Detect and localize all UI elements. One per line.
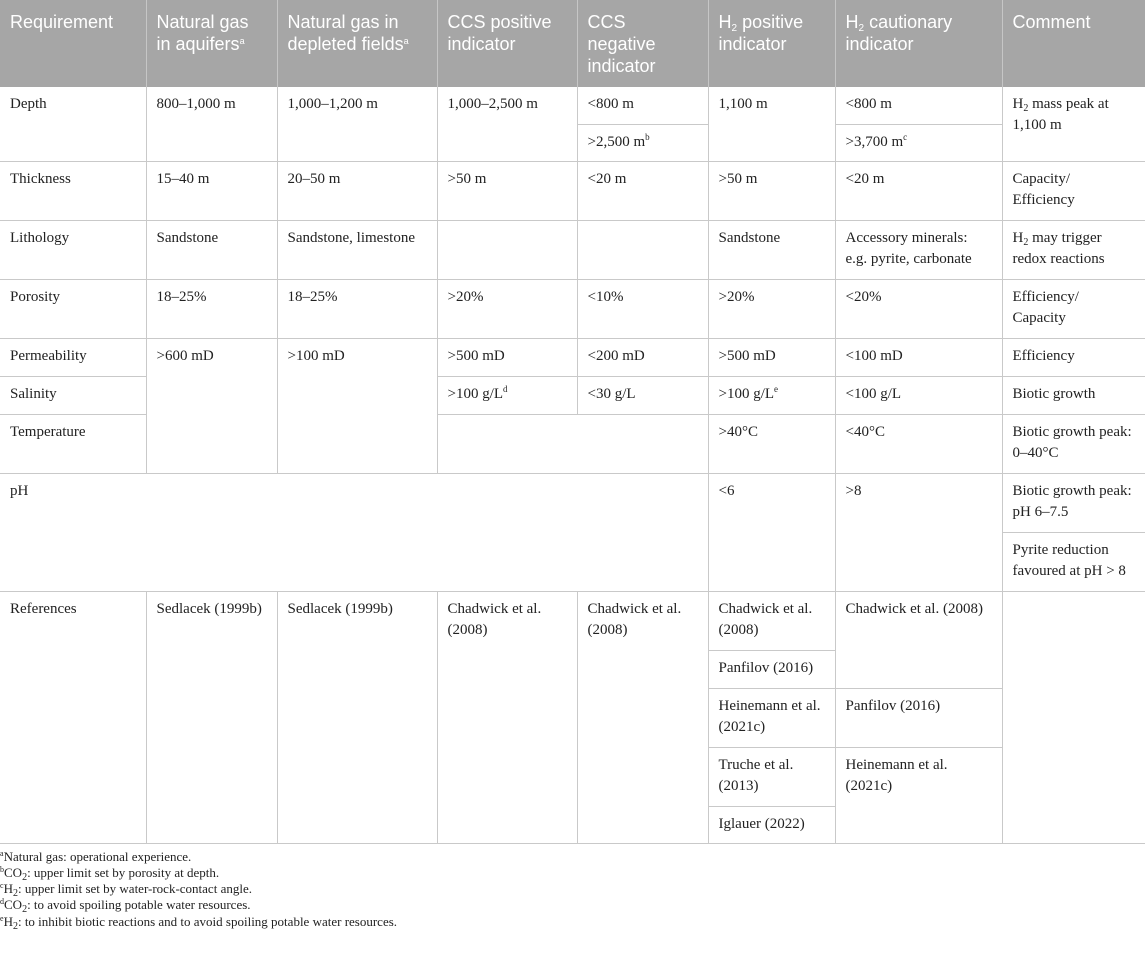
temperature-label: Temperature: [0, 414, 146, 473]
permeability-comment: Efficiency: [1002, 338, 1145, 376]
references-h2-cautionary-2: Panfilov (2016): [835, 688, 1002, 747]
lithology-comment: $H_2$ may trigger redox reactions: [1002, 220, 1145, 279]
table-row-thickness: [0, 161, 1145, 220]
depth-comment: $H_2$ mass peak at 1,100 m: [1002, 87, 1145, 161]
references-h2-positive-1: Chadwick et al. (2008): [708, 591, 835, 650]
footnote-e: $^eH_2$: to inhibit biotic reactions and to avoid spoiling potable water resources.: [0, 913, 398, 932]
table-row-porosity: [0, 279, 1145, 338]
ph-comment-2: Pyrite reduction favoured at pH > 8: [1002, 532, 1145, 591]
table-row-references: [0, 591, 1145, 650]
thickness-ccs-positive: >50 m: [437, 161, 577, 220]
salinity-h2-positive: >100 g/Le: [708, 376, 835, 414]
permeability-h2-cautionary: <100 mD: [835, 338, 1002, 376]
depth-label: Depth: [0, 87, 146, 161]
lithology-label: Lithology: [0, 220, 146, 279]
thickness-label: Thickness: [0, 161, 146, 220]
header-ng-depleted: Natural gas in depleted fields$^a$: [277, 0, 437, 87]
permeability-label: Permeability: [0, 338, 146, 376]
salinity-ccs-negative: <30 g/L: [577, 376, 708, 414]
references-ng-depleted: Sedlacek (1999b): [277, 591, 437, 843]
references-ng-aquifers: Sedlacek (1999b): [146, 591, 277, 843]
thickness-h2-positive: >50 m: [708, 161, 835, 220]
footnote-d: $^dCO_2$: to avoid spoiling potable water resources.: [0, 897, 251, 916]
ph-comment-1: Biotic growth peak: pH 6–7.5: [1002, 473, 1145, 532]
thickness-ng-depleted: 20–50 m: [277, 161, 437, 220]
header-h2-cautionary: $H_2$ cautionary indicator: [835, 0, 1002, 87]
references-ccs-negative: Chadwick et al. (2008): [577, 591, 708, 843]
porosity-comment: Efficiency/ Capacity: [1002, 279, 1145, 338]
thickness-comment: Capacity/ Efficiency: [1002, 161, 1145, 220]
thickness-ng-aquifers: 15–40 m: [146, 161, 277, 220]
permeability-ccs-negative: <200 mD: [577, 338, 708, 376]
depth-ng-depleted: 1,000–1,200 m: [277, 87, 437, 161]
permeability-ng-aquifers: >600 mD: [146, 338, 277, 473]
thickness-h2-cautionary: <20 m: [835, 161, 1002, 220]
depth-ng-aquifers: 800–1,000 m: [146, 87, 277, 161]
lithology-ccs-positive: [437, 220, 577, 279]
porosity-ng-depleted: 18–25%: [277, 279, 437, 338]
lithology-h2-positive: Sandstone: [708, 220, 835, 279]
salinity-h2-cautionary: <100 g/L: [835, 376, 1002, 414]
footnote-b: $^bCO_2$: upper limit set by porosity at depth.: [0, 864, 220, 883]
references-h2-positive-5: Iglauer (2022): [708, 806, 835, 843]
header-h2-positive: $H_2$ positive indicator: [708, 0, 835, 87]
table-row-lithology: [0, 220, 1145, 279]
references-h2-cautionary-3: Heinemann et al. (2021c): [835, 747, 1002, 843]
footnote-a: $^a$Natural gas: operational experience.: [0, 848, 192, 864]
porosity-h2-cautionary: <20%: [835, 279, 1002, 338]
depth-h2-cautionary-1: <800 m: [835, 87, 1002, 124]
lithology-h2-cautionary: Accessory minerals: e.g. pyrite, carbonate: [835, 220, 1002, 279]
header-ccs-negative: CCS negative indicator: [577, 0, 708, 87]
references-label: References: [0, 591, 146, 843]
permeability-ccs-positive: >500 mD: [437, 338, 577, 376]
temperature-h2-positive: >40°C: [708, 414, 835, 473]
porosity-ccs-positive: >20%: [437, 279, 577, 338]
header-requirement: Requirement: [0, 0, 146, 87]
porosity-label: Porosity: [0, 279, 146, 338]
references-h2-cautionary-1: Chadwick et al. (2008): [835, 591, 1002, 688]
porosity-h2-positive: >20%: [708, 279, 835, 338]
depth-ccs-positive: 1,000–2,500 m: [437, 87, 577, 161]
references-h2-positive-4: Truche et al. (2013): [708, 747, 835, 806]
ph-h2-cautionary: >8: [835, 473, 1002, 591]
permeability-h2-positive: >500 mD: [708, 338, 835, 376]
depth-h2-cautionary-2: >3,700 $m^c$: [835, 124, 1002, 161]
temperature-ccs-empty: [437, 414, 708, 473]
footnote-c: $^cH_2$: upper limit set by water-rock-contact angle.: [0, 881, 252, 900]
references-h2-positive-2: Panfilov (2016): [708, 650, 835, 688]
references-ccs-positive: Chadwick et al. (2008): [437, 591, 577, 843]
thickness-ccs-negative: <20 m: [577, 161, 708, 220]
permeability-ng-depleted: >100 mD: [277, 338, 437, 473]
table-row-ph: [0, 473, 1145, 532]
header-comment: Comment: [1002, 0, 1145, 87]
lithology-ng-depleted: Sandstone, limestone: [277, 220, 437, 279]
depth-ccs-negative-1: <800 m: [577, 87, 708, 124]
lithology-ng-aquifers: Sandstone: [146, 220, 277, 279]
temperature-h2-cautionary: <40°C: [835, 414, 1002, 473]
temperature-comment: Biotic growth peak: 0–40°C: [1002, 414, 1145, 473]
ph-label: pH: [0, 473, 708, 591]
salinity-ccs-positive: >100 $g/L^d$: [437, 376, 577, 414]
depth-ccs-negative-2: >2,500 $m^b$: [577, 124, 708, 161]
footnotes: [0, 844, 1145, 930]
header-ng-aquifers: Natural gas in aquifers$^a$: [146, 0, 277, 87]
references-h2-positive-3: Heinemann et al. (2021c): [708, 688, 835, 747]
header-ccs-positive: CCS positive indicator: [437, 0, 577, 87]
porosity-ng-aquifers: 18–25%: [146, 279, 277, 338]
lithology-ccs-negative: [577, 220, 708, 279]
table-row-depth: [0, 87, 1145, 124]
references-comment: [1002, 591, 1145, 843]
salinity-label: Salinity: [0, 376, 146, 414]
depth-h2-positive: 1,100 m: [708, 87, 835, 161]
salinity-comment: Biotic growth: [1002, 376, 1145, 414]
porosity-ccs-negative: <10%: [577, 279, 708, 338]
ph-h2-positive: <6: [708, 473, 835, 591]
table-row-permeability: [0, 338, 1145, 376]
header-row: [0, 0, 1145, 87]
